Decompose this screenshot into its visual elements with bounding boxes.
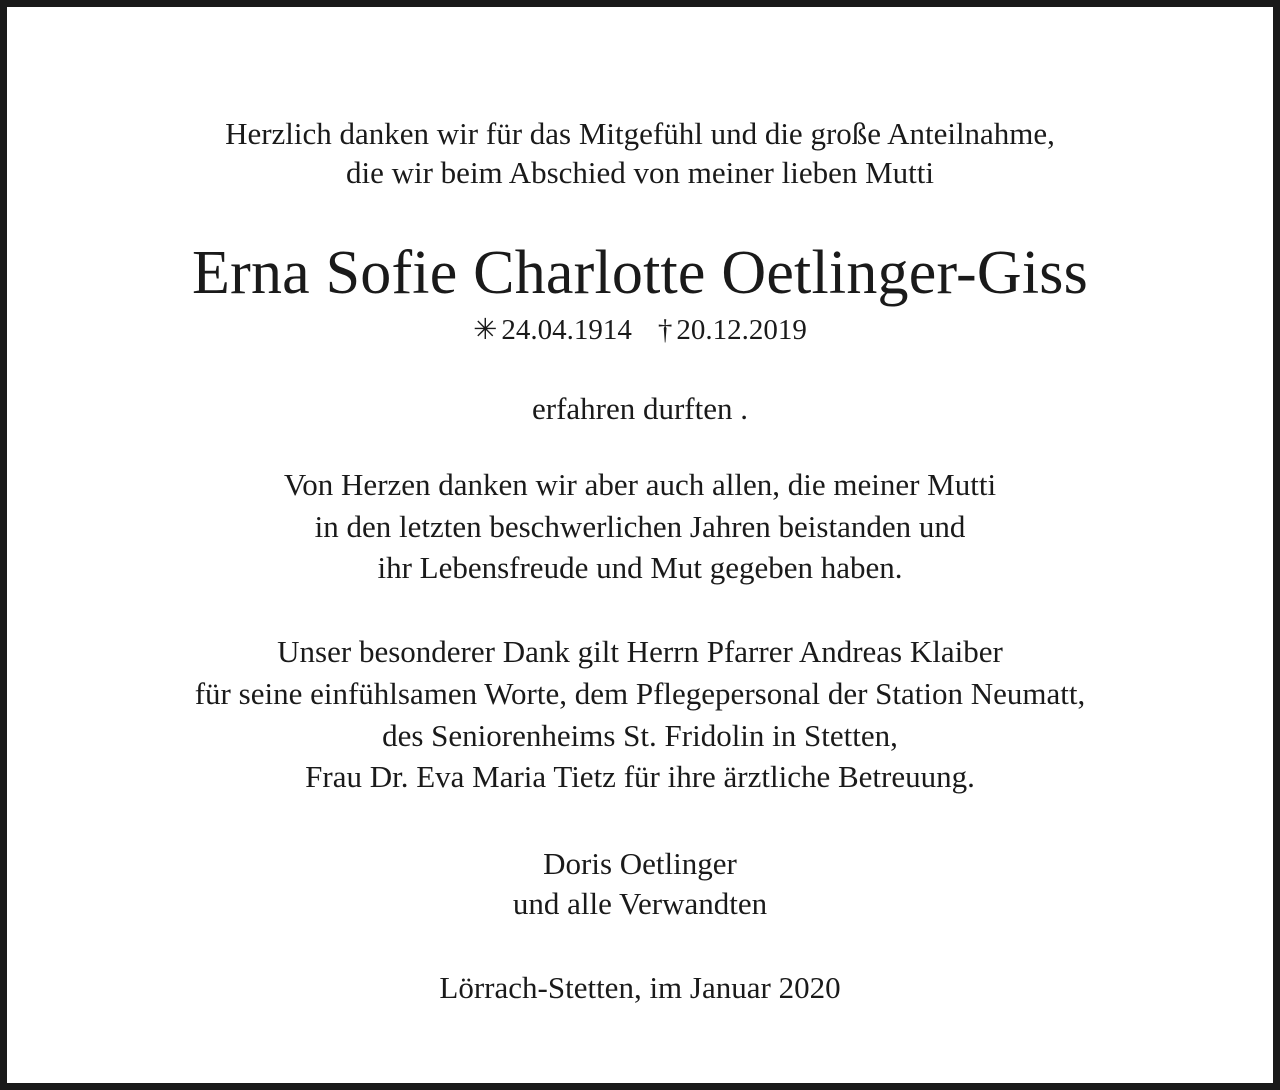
paragraph-2-line-3: des Seniorenheims St. Fridolin in Stetten, (382, 718, 898, 753)
paragraph-2-line-2: für seine einfühlsamen Worte, dem Pflegepersonal der Station Neumatt, (194, 676, 1086, 711)
life-dates (7, 316, 1273, 345)
signature-line-2: und alle Verwandten (512, 886, 768, 921)
death-cross-icon: † (657, 314, 673, 346)
paragraph-2-line-4: Frau Dr. Eva Maria Tietz für ihre ärztliche Betreuung. (305, 759, 975, 794)
birth-star-icon: ✳ (473, 314, 498, 346)
intro-line-2: die wir beim Abschied von meiner lieben Mutti (345, 155, 935, 190)
paragraph-1-line-3: ihr Lebensfreude und Mut gegeben haben. (377, 550, 903, 585)
place-date: Lörrach-Stetten, im Januar 2020 (439, 970, 841, 1005)
deceased-name: Erna Sofie Charlotte Oetlinger-Giss (192, 239, 1088, 307)
paragraph-1-line-2: in den letzten beschwerlichen Jahren beistanden und (314, 509, 966, 544)
paragraph-2-line-1: Unser besonderer Dank gilt Herrn Pfarrer Andreas Klaiber (277, 634, 1003, 669)
signature-line-1: Doris Oetlinger (543, 846, 737, 881)
birth-date: 24.04.1914 (501, 314, 632, 346)
continuation-line: erfahren durften . (531, 391, 749, 426)
intro-line-1: Herzlich danken wir für das Mitgefühl und die große Anteilnahme, (225, 116, 1055, 151)
death-date: 20.12.2019 (676, 314, 807, 346)
paragraph-1-line-1: Von Herzen danken wir aber auch allen, die meiner Mutti (283, 467, 997, 502)
